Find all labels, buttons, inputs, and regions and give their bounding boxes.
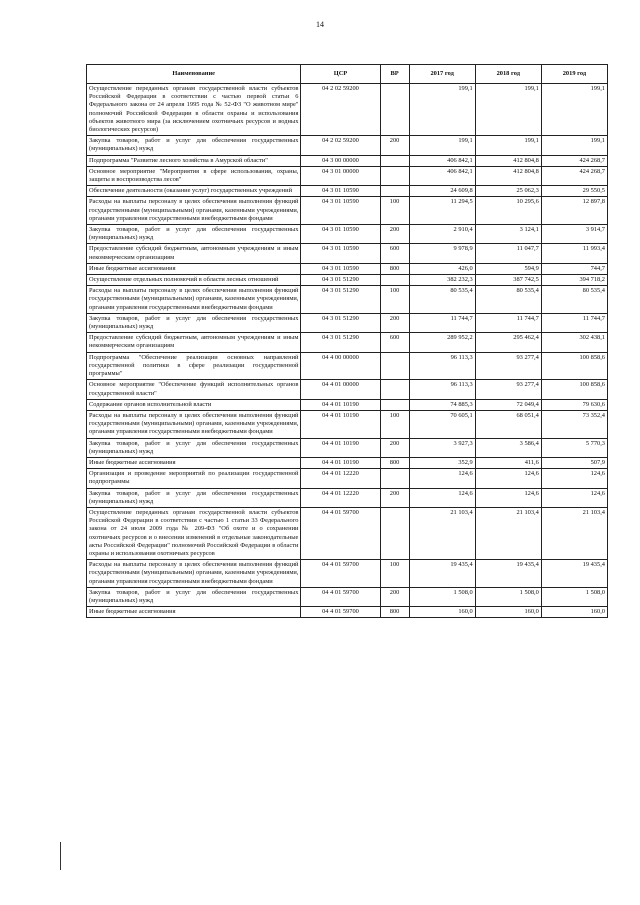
cell-2019: 394 718,2 xyxy=(541,275,607,286)
cell-vr xyxy=(380,275,409,286)
cell-csr: 04 4 01 12220 xyxy=(301,469,380,488)
table-row xyxy=(87,313,608,332)
cell-2017: 21 103,4 xyxy=(409,507,475,559)
cell-2018: 10 295,6 xyxy=(475,197,541,225)
table-row xyxy=(87,166,608,185)
cell-2019: 199,1 xyxy=(541,136,607,155)
table-row xyxy=(87,263,608,274)
cell-name: Иные бюджетные ассигнования xyxy=(87,607,301,618)
cell-2017: 3 927,3 xyxy=(409,438,475,457)
table-row xyxy=(87,333,608,352)
cell-vr: 600 xyxy=(380,244,409,263)
cell-2018: 21 103,4 xyxy=(475,507,541,559)
cell-2017: 9 978,9 xyxy=(409,244,475,263)
cell-2019: 199,1 xyxy=(541,84,607,136)
table-row xyxy=(87,560,608,588)
cell-2018: 80 535,4 xyxy=(475,286,541,314)
cell-2018: 160,0 xyxy=(475,607,541,618)
cell-vr: 100 xyxy=(380,197,409,225)
cell-vr xyxy=(380,352,409,380)
cell-2019: 424 268,7 xyxy=(541,155,607,166)
cell-2017: 11 294,5 xyxy=(409,197,475,225)
cell-2019: 302 438,1 xyxy=(541,333,607,352)
cell-2017: 426,0 xyxy=(409,263,475,274)
cell-name: Предоставление субсидий бюджетным, автономным учреждениям и иным некоммерческим организациям xyxy=(87,244,301,263)
cell-2017: 160,0 xyxy=(409,607,475,618)
cell-csr: 04 3 01 10590 xyxy=(301,244,380,263)
cell-name: Осуществление переданных органам государственной власти субъектов Российской Федерации в соответствии с частью первой статьи 6 Федерального закона от 24 апреля 1995 года № 52-ФЗ "О животном мире" полномочий Российской Федерации в области охраны и использования объектов животного мира (за исключением охотничьих ресурсов и водных биологических ресурсов) xyxy=(87,84,301,136)
cell-csr: 04 2 02 59200 xyxy=(301,84,380,136)
table-row xyxy=(87,186,608,197)
cell-vr: 600 xyxy=(380,333,409,352)
cell-2017: 124,6 xyxy=(409,469,475,488)
cell-2017: 406 842,1 xyxy=(409,166,475,185)
cell-2017: 2 910,4 xyxy=(409,225,475,244)
cell-csr: 04 4 01 10190 xyxy=(301,410,380,438)
cell-2019: 124,6 xyxy=(541,469,607,488)
cell-name: Расходы на выплаты персоналу в целях обеспечения выполнения функций государственными (муниципальными) органами, казенными учреждениями, органами управления государственными внебюджетными фондами xyxy=(87,560,301,588)
cell-2018: 124,6 xyxy=(475,469,541,488)
cell-2017: 382 232,3 xyxy=(409,275,475,286)
page-number: 14 xyxy=(316,20,324,29)
cell-2019: 73 352,4 xyxy=(541,410,607,438)
cell-2019: 29 550,5 xyxy=(541,186,607,197)
cell-2017: 24 609,8 xyxy=(409,186,475,197)
cell-2017: 96 113,3 xyxy=(409,352,475,380)
cell-name: Предоставление субсидий бюджетным, автономным учреждениям и иным некоммерческим организациям xyxy=(87,333,301,352)
cell-vr: 200 xyxy=(380,225,409,244)
cell-2019: 11 744,7 xyxy=(541,313,607,332)
cell-name: Закупка товаров, работ и услуг для обеспечения государственных (муниципальных) нужд xyxy=(87,313,301,332)
cell-2019: 3 914,7 xyxy=(541,225,607,244)
cell-vr: 100 xyxy=(380,410,409,438)
cell-2017: 199,1 xyxy=(409,84,475,136)
cell-name: Иные бюджетные ассигнования xyxy=(87,457,301,468)
cell-2019: 21 103,4 xyxy=(541,507,607,559)
header-name: Наименование xyxy=(87,65,301,84)
cell-2019: 507,9 xyxy=(541,457,607,468)
cell-2017: 80 535,4 xyxy=(409,286,475,314)
cell-vr: 800 xyxy=(380,607,409,618)
table-body xyxy=(87,84,608,618)
cell-2017: 406 842,1 xyxy=(409,155,475,166)
cell-2018: 11 744,7 xyxy=(475,313,541,332)
cell-2018: 411,6 xyxy=(475,457,541,468)
table-row xyxy=(87,507,608,559)
header-2018: 2018 год xyxy=(475,65,541,84)
cell-csr: 04 4 01 59700 xyxy=(301,507,380,559)
cell-2018: 19 435,4 xyxy=(475,560,541,588)
cell-csr: 04 3 01 51290 xyxy=(301,333,380,352)
cell-csr: 04 4 01 12220 xyxy=(301,488,380,507)
cell-vr: 800 xyxy=(380,457,409,468)
cell-name: Содержание органов исполнительной власти xyxy=(87,399,301,410)
cell-2018: 199,1 xyxy=(475,136,541,155)
cell-2018: 3 586,4 xyxy=(475,438,541,457)
cell-name: Закупка товаров, работ и услуг для обеспечения государственных (муниципальных) нужд xyxy=(87,438,301,457)
cell-name: Осуществление переданных органам государственной власти субъектов Российской Федерации в соответствии с частью 1 статьи 33 Федерального закона от 24 июля 2009 года № 209-ФЗ "Об охоте и о сохранении охотничьих ресурсов и о внесении изменений в отдельные законодательные акты Российской Федерации" полномочий Российской Федерации в области охраны и использования охотничьих ресурсов xyxy=(87,507,301,559)
cell-vr: 200 xyxy=(380,438,409,457)
cell-2019: 80 535,4 xyxy=(541,286,607,314)
cell-2018: 3 124,1 xyxy=(475,225,541,244)
table-row xyxy=(87,286,608,314)
cell-csr: 04 4 01 10190 xyxy=(301,438,380,457)
cell-2017: 289 952,2 xyxy=(409,333,475,352)
cell-vr xyxy=(380,507,409,559)
cell-name: Закупка товаров, работ и услуг для обеспечения государственных (муниципальных) нужд xyxy=(87,587,301,606)
table-row xyxy=(87,380,608,399)
cell-name: Расходы на выплаты персоналу в целях обеспечения выполнения функций государственными (муниципальными) органами, казенными учреждениями, органами управления государственными внебюджетными фондами xyxy=(87,286,301,314)
cell-vr: 100 xyxy=(380,560,409,588)
cell-2018: 124,6 xyxy=(475,488,541,507)
cell-2017: 352,9 xyxy=(409,457,475,468)
cell-vr xyxy=(380,84,409,136)
cell-name: Закупка товаров, работ и услуг для обеспечения государственных (муниципальных) нужд xyxy=(87,225,301,244)
cell-name: Закупка товаров, работ и услуг для обеспечения государственных (муниципальных) нужд xyxy=(87,488,301,507)
cell-name: Основное мероприятие "Мероприятия в сфере использования, охраны, защиты и воспроизводства лесов" xyxy=(87,166,301,185)
header-2017: 2017 год xyxy=(409,65,475,84)
cell-2018: 295 462,4 xyxy=(475,333,541,352)
cell-name: Подпрограмма "Развитие лесного хозяйства в Амурской области" xyxy=(87,155,301,166)
cell-2019: 424 268,7 xyxy=(541,166,607,185)
cell-vr xyxy=(380,380,409,399)
cell-csr: 04 4 00 00000 xyxy=(301,352,380,380)
table-row xyxy=(87,469,608,488)
cell-vr xyxy=(380,186,409,197)
cell-csr: 04 4 01 00000 xyxy=(301,380,380,399)
cell-csr: 04 3 00 00000 xyxy=(301,155,380,166)
cell-2018: 68 051,4 xyxy=(475,410,541,438)
table-row xyxy=(87,457,608,468)
cell-name: Основное мероприятие "Обеспечение функций исполнительных органов государственной власти" xyxy=(87,380,301,399)
cell-2019: 160,0 xyxy=(541,607,607,618)
cell-2018: 11 047,7 xyxy=(475,244,541,263)
cell-name: Иные бюджетные ассигнования xyxy=(87,263,301,274)
table-row xyxy=(87,244,608,263)
table-row xyxy=(87,225,608,244)
cell-2018: 93 277,4 xyxy=(475,380,541,399)
cell-2019: 744,7 xyxy=(541,263,607,274)
table-row xyxy=(87,136,608,155)
table-row xyxy=(87,197,608,225)
cell-vr xyxy=(380,469,409,488)
cell-name: Подпрограмма "Обеспечение реализации основных направлений государственной политики в сфере реализации государственной программы" xyxy=(87,352,301,380)
cell-2019: 11 993,4 xyxy=(541,244,607,263)
cell-2019: 79 630,6 xyxy=(541,399,607,410)
table-row xyxy=(87,488,608,507)
cell-vr: 800 xyxy=(380,263,409,274)
cell-vr: 200 xyxy=(380,587,409,606)
table-row xyxy=(87,587,608,606)
cell-2017: 74 885,3 xyxy=(409,399,475,410)
cell-2018: 387 742,5 xyxy=(475,275,541,286)
table-row xyxy=(87,275,608,286)
cell-2018: 1 508,0 xyxy=(475,587,541,606)
table-row xyxy=(87,352,608,380)
cell-2019: 100 858,6 xyxy=(541,380,607,399)
cell-csr: 04 3 01 10590 xyxy=(301,263,380,274)
cell-csr: 04 4 01 59700 xyxy=(301,587,380,606)
cell-name: Осуществление отдельных полномочий в области лесных отношений xyxy=(87,275,301,286)
cell-2017: 19 435,4 xyxy=(409,560,475,588)
cell-csr: 04 3 01 51290 xyxy=(301,286,380,314)
cell-vr: 100 xyxy=(380,286,409,314)
table-row xyxy=(87,84,608,136)
cell-2017: 124,6 xyxy=(409,488,475,507)
cell-2018: 72 049,4 xyxy=(475,399,541,410)
cell-csr: 04 3 01 51290 xyxy=(301,313,380,332)
cell-2019: 5 770,3 xyxy=(541,438,607,457)
table-row xyxy=(87,438,608,457)
budget-table xyxy=(86,64,608,618)
cell-csr: 04 3 01 10590 xyxy=(301,186,380,197)
cell-2019: 124,6 xyxy=(541,488,607,507)
cell-2019: 19 435,4 xyxy=(541,560,607,588)
cell-2019: 100 858,6 xyxy=(541,352,607,380)
cell-name: Закупка товаров, работ и услуг для обеспечения государственных (муниципальных) нужд xyxy=(87,136,301,155)
cell-name: Расходы на выплаты персоналу в целях обеспечения выполнения функций государственными (муниципальными) органами, казенными учреждениями, органами управления государственными внебюджетными фондами xyxy=(87,410,301,438)
cell-2018: 199,1 xyxy=(475,84,541,136)
cell-2017: 199,1 xyxy=(409,136,475,155)
table-row xyxy=(87,155,608,166)
cell-vr xyxy=(380,166,409,185)
header-2019: 2019 год xyxy=(541,65,607,84)
cell-2017: 70 605,1 xyxy=(409,410,475,438)
table-row xyxy=(87,410,608,438)
cell-vr: 200 xyxy=(380,313,409,332)
header-vr: ВР xyxy=(380,65,409,84)
cell-2018: 594,9 xyxy=(475,263,541,274)
cell-vr xyxy=(380,155,409,166)
cell-vr: 200 xyxy=(380,488,409,507)
header-row xyxy=(87,65,608,84)
table-row xyxy=(87,399,608,410)
cell-vr xyxy=(380,399,409,410)
cell-2019: 1 508,0 xyxy=(541,587,607,606)
cell-csr: 04 3 01 10590 xyxy=(301,197,380,225)
header-csr: ЦСР xyxy=(301,65,380,84)
cell-csr: 04 2 02 59200 xyxy=(301,136,380,155)
cell-csr: 04 3 01 51290 xyxy=(301,275,380,286)
cell-name: Обеспечение деятельности (оказание услуг) государственных учреждений xyxy=(87,186,301,197)
cell-2017: 11 744,7 xyxy=(409,313,475,332)
cell-name: Расходы на выплаты персоналу в целях обеспечения выполнения функций государственными (муниципальными) органами, казенными учреждениями, органами управления государственными внебюджетными фондами xyxy=(87,197,301,225)
margin-mark xyxy=(60,842,69,870)
cell-2017: 96 113,3 xyxy=(409,380,475,399)
table-row xyxy=(87,607,608,618)
cell-csr: 04 4 01 10190 xyxy=(301,399,380,410)
cell-csr: 04 3 01 00000 xyxy=(301,166,380,185)
cell-2018: 412 804,8 xyxy=(475,166,541,185)
cell-2018: 93 277,4 xyxy=(475,352,541,380)
cell-csr: 04 3 01 10590 xyxy=(301,225,380,244)
cell-name: Организация и проведение мероприятий по реализации государственной подпрограммы xyxy=(87,469,301,488)
cell-csr: 04 4 01 59700 xyxy=(301,607,380,618)
cell-vr: 200 xyxy=(380,136,409,155)
cell-2018: 25 062,3 xyxy=(475,186,541,197)
cell-2017: 1 508,0 xyxy=(409,587,475,606)
cell-csr: 04 4 01 59700 xyxy=(301,560,380,588)
cell-2019: 12 897,8 xyxy=(541,197,607,225)
cell-csr: 04 4 01 10190 xyxy=(301,457,380,468)
cell-2018: 412 804,8 xyxy=(475,155,541,166)
